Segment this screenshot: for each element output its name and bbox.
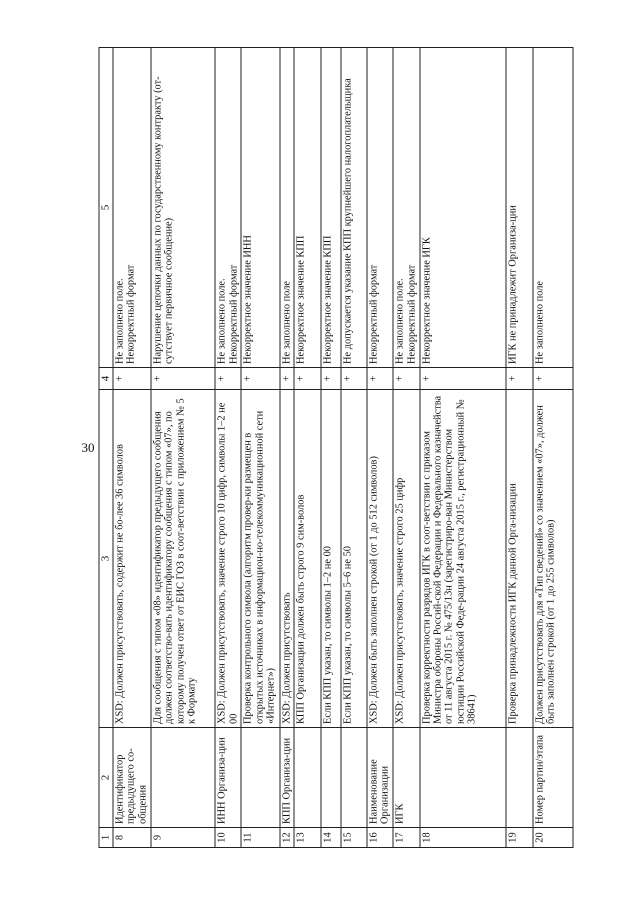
field-name	[419, 728, 506, 828]
field-name	[320, 728, 340, 828]
field-name: Идентификатор предыдущего со-общения	[113, 728, 151, 828]
check-mark: +	[506, 368, 532, 390]
table-row	[241, 48, 279, 848]
check-rule: Проверка корректности разрядов ИГК в соот-ветствии с приказом Министра обороны Россий-ской Федерации и Федерального казначейства от 11 августа 2015 г. № 475/13н (зарегистриро-ван Министерством юстиции Российской Феде-рации 24 августа 2015 г., регистрационный № 38641)	[419, 390, 506, 728]
check-rule: XSD: Должен присутствовать	[279, 390, 294, 728]
check-rule: XSD: Должен быть заполнен строкой (от 1 до 512 символов)	[367, 390, 393, 728]
check-rule: Если КПП указан, то символы 5–6 не 50	[340, 390, 366, 728]
check-mark: +	[279, 368, 294, 390]
header-row	[99, 48, 113, 848]
row-number: 8	[113, 828, 151, 848]
header-col-5: 5	[99, 48, 113, 368]
error-messages	[320, 48, 340, 368]
check-mark: +	[241, 368, 279, 390]
table-row	[150, 48, 215, 848]
field-name: Наименование Организации	[367, 728, 393, 828]
error-messages	[419, 48, 506, 368]
check-rule: XSD: Должен присутствовать, значение строго 25 цифр	[393, 390, 419, 728]
table-row	[419, 48, 506, 848]
row-number: 14	[320, 828, 340, 848]
error-message: Некорректный формат	[405, 264, 417, 364]
row-number: 15	[340, 828, 366, 848]
table-row	[215, 48, 241, 848]
check-rule: Для сообщения с типом «08» идентификатор предыдущего сообщения должен соответство-вать идентификатору сообщения с типом «07», по которому получен ответ от ЕИС ГОЗ в соот-ветствии с приложением № 5 к Формату	[150, 390, 215, 728]
header-col-4: 4	[99, 368, 113, 390]
error-messages	[241, 48, 279, 368]
row-number: 13	[294, 828, 320, 848]
error-messages	[294, 48, 320, 368]
error-message: Не заполнено поле	[280, 280, 292, 364]
error-messages	[279, 48, 294, 368]
rotated-table-wrapper	[98, 48, 573, 848]
check-mark: +	[340, 368, 366, 390]
error-messages	[215, 48, 241, 368]
row-number: 12	[279, 828, 294, 848]
error-messages	[367, 48, 393, 368]
table-row	[320, 48, 340, 848]
error-messages	[340, 48, 366, 368]
table-row	[367, 48, 393, 848]
header-col-1: 1	[99, 828, 113, 848]
table-row	[506, 48, 532, 848]
check-rule: Если КПП указан, то символы 1–2 не 00	[320, 390, 340, 728]
field-name	[150, 728, 215, 828]
error-messages	[393, 48, 419, 368]
check-rule: Проверка контрольного символа (алгоритм провер-ки размещен в открытых источниках в информацион-но-телекоммуникационной сети «Интернет»)	[241, 390, 279, 728]
error-messages	[532, 48, 572, 368]
field-name	[294, 728, 320, 828]
error-message: Не заполнено поле.	[114, 278, 125, 364]
check-mark: +	[419, 368, 506, 390]
check-rule: Проверка принадлежности ИГК данной Орга-низации	[506, 390, 532, 728]
page-number: 30	[81, 440, 95, 455]
table-row	[340, 48, 366, 848]
field-name	[340, 728, 366, 828]
error-message: Некорректное значение ИНН	[242, 235, 254, 364]
error-message: Нарушение цепочки данных по государственному контракту (от-сутствует первичное сообщение)	[151, 76, 175, 364]
error-message: Некорректный формат	[368, 264, 380, 364]
check-mark: +	[113, 368, 151, 390]
check-rule: XSD: Должен присутствовать, содержит не бо-лее 36 символов	[113, 390, 151, 728]
validation-table-frame	[98, 48, 573, 848]
error-message: ИГК не принадлежит Организа-ции	[507, 205, 519, 364]
table-row	[113, 48, 151, 848]
field-name: Номер партии/этапа	[532, 728, 572, 828]
row-number: 10	[215, 828, 241, 848]
error-message: Не допускается указание КПП крупнейшего налогоплательщика	[341, 78, 353, 364]
check-rule: XSD: Должен присутствовать, значение строго 10 цифр, символы 1–2 не 00	[215, 390, 241, 728]
row-number: 18	[419, 828, 506, 848]
row-number: 20	[532, 828, 572, 848]
error-message: Некорректное значение ИГК	[420, 237, 432, 364]
error-messages	[113, 48, 151, 368]
table-row	[294, 48, 320, 848]
check-mark: +	[320, 368, 340, 390]
error-message: Некорректный формат	[125, 264, 137, 364]
error-message: Некорректное значение КПП	[321, 235, 333, 364]
error-messages	[150, 48, 215, 368]
error-message: Некорректное значение КПП	[295, 235, 307, 364]
table-row	[279, 48, 294, 848]
header-col-3: 3	[99, 390, 113, 728]
check-mark: +	[150, 368, 215, 390]
error-message: Не заполнено поле.	[216, 278, 228, 364]
table-row	[393, 48, 419, 848]
check-mark: +	[532, 368, 572, 390]
header-col-2: 2	[99, 728, 113, 828]
row-number: 19	[506, 828, 532, 848]
field-name: КПП Организа-ции	[279, 728, 294, 828]
check-mark: +	[367, 368, 393, 390]
row-number: 11	[241, 828, 279, 848]
table-row	[532, 48, 572, 848]
field-name	[506, 728, 532, 828]
field-name	[241, 728, 279, 828]
row-number: 9	[150, 828, 215, 848]
field-name: ИНН Организа-ции	[215, 728, 241, 828]
check-mark: +	[215, 368, 241, 390]
row-number: 16	[367, 828, 393, 848]
error-message: Некорректный формат	[227, 264, 239, 364]
error-messages	[506, 48, 532, 368]
error-message: Не заполнено поле	[533, 280, 545, 364]
check-mark: +	[393, 368, 419, 390]
error-message: Не заполнено поле.	[394, 278, 406, 364]
check-mark: +	[294, 368, 320, 390]
field-name: ИГК	[393, 728, 419, 828]
validation-table	[98, 47, 573, 848]
check-rule: Должен присутствовать для «Тип сведений» со значением «07», должен быть заполнен строкой (от 1 до 255 символов)	[532, 390, 572, 728]
row-number: 17	[393, 828, 419, 848]
check-rule: КПП Организации должен быть строго 9 сим-волов	[294, 390, 320, 728]
